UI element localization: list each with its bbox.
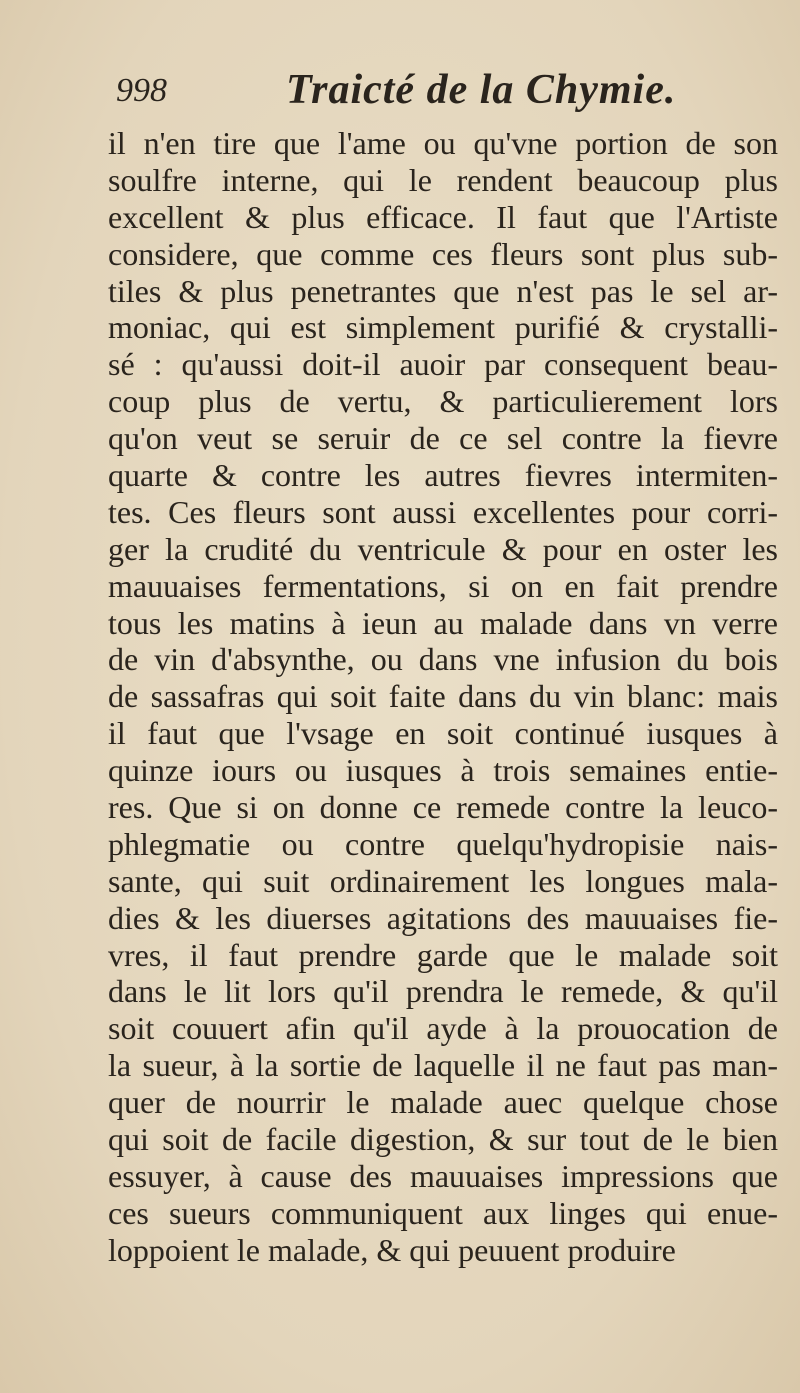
text-line: essuyer, à cause des mauuaises impressions que: [108, 1157, 778, 1194]
text-line: excellent & plus efficace. Il faut que l'Artiste: [108, 198, 778, 235]
text-line: moniac, qui est simplement purifié & crystalli-: [108, 309, 778, 346]
text-line: qu'on veut se seruir de ce sel contre la fievre: [108, 420, 778, 457]
text-line: considere, que comme ces fleurs sont plus sub-: [108, 235, 778, 272]
text-line: vres, il faut prendre garde que le malade soit: [108, 936, 778, 973]
text-line: soit couuert afin qu'il ayde à la prouocation de: [108, 1010, 778, 1047]
text-line: ger la crudité du ventricule & pour en oster les: [108, 530, 778, 567]
text-line: il n'en tire que l'ame ou qu'vne portion de son: [108, 125, 778, 161]
text-line: de vin d'absynthe, ou dans vne infusion du bois: [108, 641, 778, 678]
text-line: quinze iours ou iusques à trois semaines entie-: [108, 752, 778, 789]
text-line: tiles & plus penetrantes que n'est pas le sel ar-: [108, 272, 778, 309]
page-number: 998: [116, 72, 167, 109]
text-line: dies & les diuerses agitations des mauuaises fie-: [108, 899, 778, 936]
text-line: coup plus de vertu, & particulierement lors: [108, 383, 778, 420]
text-line: sante, qui suit ordinairement les longues mala-: [108, 862, 778, 899]
text-line: loppoient le malade, & qui peuuent produire: [108, 1231, 676, 1268]
text-line: dans le lit lors qu'il prendra le remede, & qu'il: [108, 973, 778, 1010]
text-line: la sueur, à la sortie de laquelle il ne faut pas man-: [108, 1047, 778, 1084]
page-header: [116, 66, 776, 118]
text-line: qui soit de facile digestion, & sur tout de le bien: [108, 1121, 778, 1158]
text-line: de sassafras qui soit faite dans du vin blanc: mais: [108, 678, 778, 715]
text-line: ces sueurs communiquent aux linges qui enue-: [108, 1194, 778, 1231]
text-line: tes. Ces fleurs sont aussi excellentes pour corri-: [108, 493, 778, 530]
text-line: res. Que si on donne ce remede contre la leuco-: [108, 789, 778, 826]
text-line: il faut que l'vsage en soit continué iusques à: [108, 715, 778, 752]
running-title: Traicté de la Chymie.: [286, 67, 677, 113]
body-text: [108, 125, 778, 1269]
text-line: sé : qu'aussi doit-il auoir par consequent beau-: [108, 346, 778, 383]
text-line: quer de nourrir le malade auec quelque chose: [108, 1084, 778, 1121]
text-line: phlegmatie ou contre quelqu'hydropisie nais-: [108, 825, 778, 862]
text-line: tous les matins à ieun au malade dans vn verre: [108, 604, 778, 641]
text-line: mauuaises fermentations, si on en fait prendre: [108, 567, 778, 604]
text-line: soulfre interne, qui le rendent beaucoup plus: [108, 161, 778, 198]
text-line: quarte & contre les autres fievres intermiten-: [108, 457, 778, 494]
